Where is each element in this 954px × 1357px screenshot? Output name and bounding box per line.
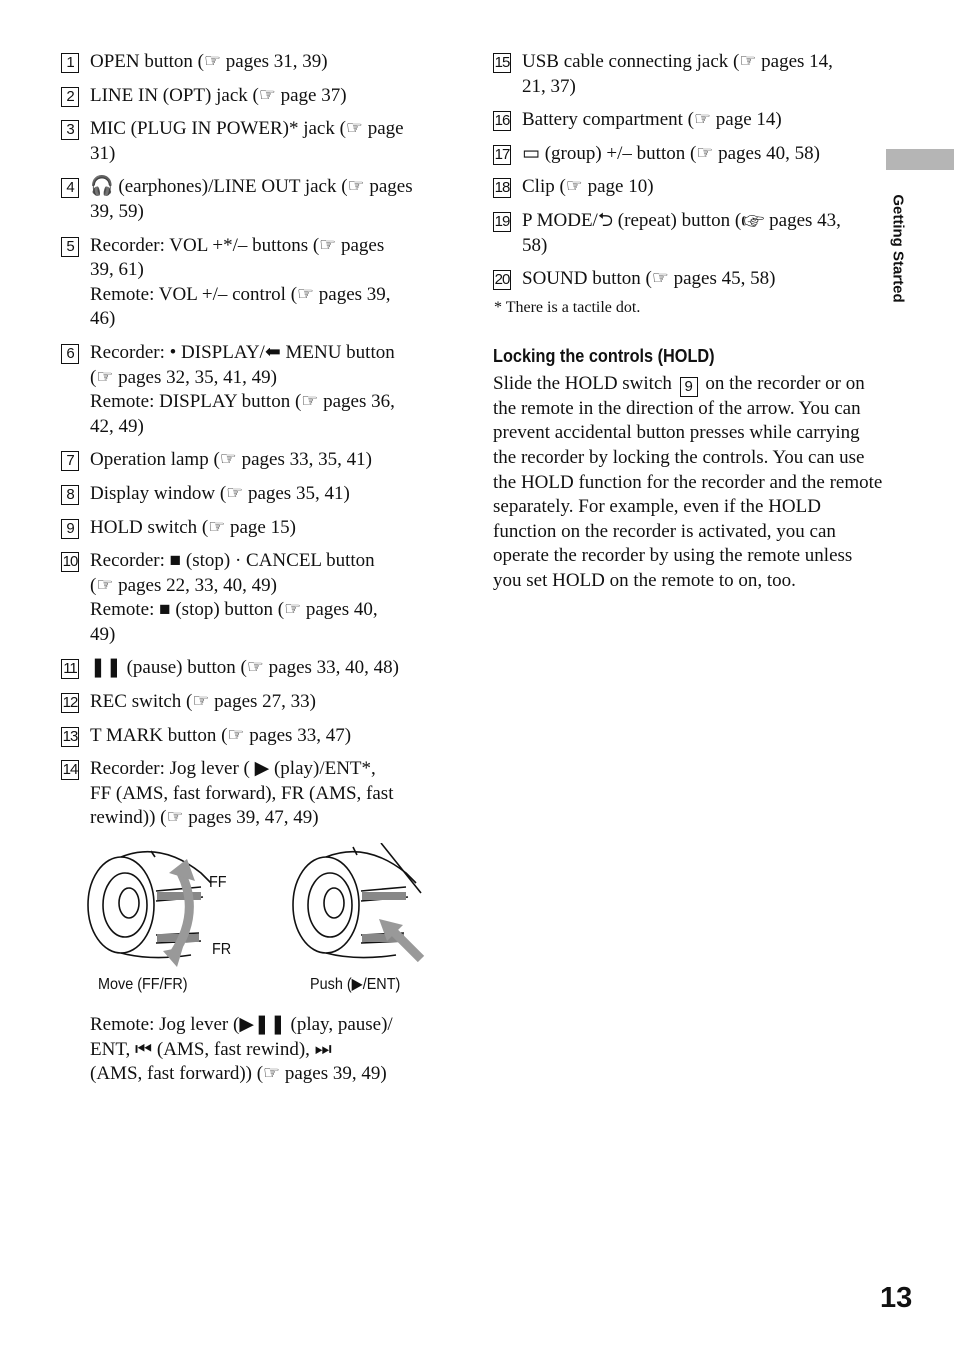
item-number-badge: 3	[61, 120, 79, 140]
remote-line: ENT, ⏮ (AMS, fast rewind), ⏭	[90, 1038, 332, 1060]
caption-push: Push (▶/ENT)	[310, 976, 401, 994]
footnote: * There is a tactile dot.	[494, 298, 641, 316]
item-text-line: 39, 61)	[90, 259, 144, 281]
item-text	[90, 656, 451, 681]
item-text	[522, 209, 883, 258]
item-text	[90, 724, 451, 749]
item-text-line: LINE IN (OPT) jack (☞ page 37)	[90, 84, 347, 106]
item-text-line: 46)	[90, 308, 116, 330]
list-item	[61, 448, 451, 473]
item-number-badge: 6	[61, 344, 79, 364]
list-item	[61, 50, 451, 75]
list-item	[61, 175, 451, 224]
list-item	[61, 341, 451, 439]
list-item	[61, 549, 451, 647]
ff-label: FF	[209, 874, 227, 892]
item-text	[90, 516, 451, 541]
list-item	[493, 267, 883, 292]
item-text	[522, 142, 883, 167]
item-number-badge: 17	[494, 145, 510, 163]
item-number-badge: 4	[61, 178, 79, 198]
item-text-line: 39, 59)	[90, 200, 144, 222]
item-number-badge: 18	[494, 179, 510, 197]
item-text-line: 21, 37)	[522, 75, 576, 97]
item-number-badge: 14	[62, 761, 78, 779]
item-text-line: Recorder: ■ (stop) · CANCEL button	[90, 550, 375, 572]
list-item	[61, 690, 451, 715]
page-number: 13	[880, 1282, 913, 1314]
item-text-line: Operation lamp (☞ pages 33, 35, 41)	[90, 449, 372, 471]
item-number-badge: 16	[494, 112, 510, 130]
list-item	[493, 142, 883, 167]
section-paragraph	[493, 372, 883, 594]
item-text-line: ❚❚ (pause) button (☞ pages 33, 40, 48)	[90, 657, 400, 679]
list-item	[61, 656, 451, 681]
item-text-line: 42, 49)	[90, 415, 144, 437]
item-text-line: rewind)) (☞ pages 39, 47, 49)	[90, 807, 319, 829]
item-number-badge: 13	[62, 727, 78, 745]
item-text-line: REC switch (☞ pages 27, 33)	[90, 691, 317, 713]
item-text-line: MIC (PLUG IN POWER)* jack (☞ page	[90, 118, 404, 140]
item-number-badge: 8	[61, 485, 79, 505]
right-item-list	[493, 50, 883, 292]
item-text	[90, 84, 451, 109]
section-tab-marker	[886, 149, 954, 170]
item-text	[522, 50, 883, 99]
paragraph-text-rest: on the recorder or on the remote in the direction of the arrow. You can prevent accidental button presses while carrying the recorder by locking the controls. You can use the HOLD function for the recorder and the remote separately. For example, even if the HOLD function on the recorder is activated, you can operate the recorder by using the remote unless you set HOLD on the remote to on, too.	[493, 372, 883, 591]
item-text-line: SOUND button (☞ pages 45, 58)	[522, 268, 776, 290]
item-number-badge: 15	[494, 54, 510, 71]
item-text-line: OPEN button (☞ pages 31, 39)	[90, 51, 328, 72]
jog-lever-illustration	[61, 843, 431, 1003]
item-number-badge: 2	[61, 87, 79, 107]
item-text-line: FF (AMS, fast forward), FR (AMS, fast	[90, 782, 394, 804]
item-number-badge: 5	[61, 237, 79, 257]
item-text	[90, 549, 451, 647]
paragraph-text-start: Slide the HOLD switch	[493, 372, 672, 394]
list-item	[61, 234, 451, 332]
item-text	[90, 234, 451, 332]
item-text-line: Display window (☞ pages 35, 41)	[90, 482, 350, 504]
remote-line: (AMS, fast forward)) (☞ pages 39, 49)	[90, 1063, 387, 1085]
caption-move: Move (FF/FR)	[98, 976, 188, 994]
list-item	[493, 209, 883, 258]
item-text-line: Remote: DISPLAY button (☞ pages 36,	[90, 391, 395, 413]
item-text	[90, 117, 451, 166]
item-text-line: Remote: VOL +/– control (☞ pages 39,	[90, 283, 391, 305]
item-text-line: 🎧 (earphones)/LINE OUT jack (☞ pages	[90, 176, 413, 198]
item-text	[90, 757, 451, 831]
list-item	[61, 516, 451, 541]
item-text-line: Recorder: VOL +*/– buttons (☞ pages	[90, 234, 385, 256]
item-text-line: 49)	[90, 623, 116, 645]
item-number-badge: 12	[62, 694, 78, 712]
item-text	[90, 341, 451, 439]
item-number-badge: 9	[680, 377, 698, 397]
list-item	[493, 108, 883, 133]
item-text	[90, 50, 451, 75]
section-title: Locking the controls (HOLD)	[493, 344, 715, 366]
list-item	[61, 482, 451, 507]
item-text-line: Clip (☞ page 10)	[522, 176, 654, 198]
item-number-badge: 11	[61, 659, 79, 679]
item-text-line: ▭ (group) +/– button (☞ pages 40, 58)	[522, 142, 820, 164]
list-item	[61, 117, 451, 166]
item-text	[90, 690, 451, 715]
item-text	[90, 175, 451, 224]
remote-line: Remote: Jog lever (▶❚❚ (play, pause)/	[90, 1014, 393, 1036]
fr-label: FR	[212, 941, 232, 959]
left-column	[61, 50, 451, 1087]
item-text-line: 31)	[90, 142, 116, 164]
right-column	[493, 50, 883, 594]
item-text	[522, 175, 883, 200]
list-item	[61, 84, 451, 109]
item-text-line: USB cable connecting jack (☞ pages 14,	[522, 51, 833, 72]
list-item	[493, 175, 883, 200]
item-number-badge: 19	[494, 212, 510, 230]
item-text-line: P MODE/⮌ (repeat) button (☞ pages 43,	[522, 209, 841, 231]
remote-jog-description	[90, 1013, 451, 1087]
item-number-badge: 1	[61, 53, 79, 73]
item-text	[522, 108, 883, 133]
item-text-line: Battery compartment (☞ page 14)	[522, 109, 782, 131]
chapter-side-label: Getting Started	[889, 194, 907, 303]
item-text	[522, 267, 883, 292]
item-number-badge: 20	[494, 271, 510, 289]
left-item-list	[61, 50, 451, 831]
item-number-badge: 10	[62, 553, 78, 571]
item-text-line: 58)	[522, 234, 548, 256]
item-number-badge: 9	[61, 519, 79, 539]
item-number-badge: 7	[61, 451, 79, 471]
item-text-line: HOLD switch (☞ page 15)	[90, 516, 296, 538]
item-text	[90, 482, 451, 507]
list-item	[61, 757, 451, 831]
item-text-line: T MARK button (☞ pages 33, 47)	[90, 724, 352, 746]
item-text-line: (☞ pages 32, 35, 41, 49)	[90, 366, 277, 388]
list-item	[61, 724, 451, 749]
item-text-line: Recorder: Jog lever ( ▶ (play)/ENT*,	[90, 758, 376, 780]
item-text-line: (☞ pages 22, 33, 40, 49)	[90, 574, 277, 596]
list-item	[493, 50, 883, 99]
item-text-line: Remote: ■ (stop) button (☞ pages 40,	[90, 599, 378, 621]
item-text	[90, 448, 451, 473]
item-text-line: Recorder: • DISPLAY/⬅ MENU button	[90, 341, 395, 363]
